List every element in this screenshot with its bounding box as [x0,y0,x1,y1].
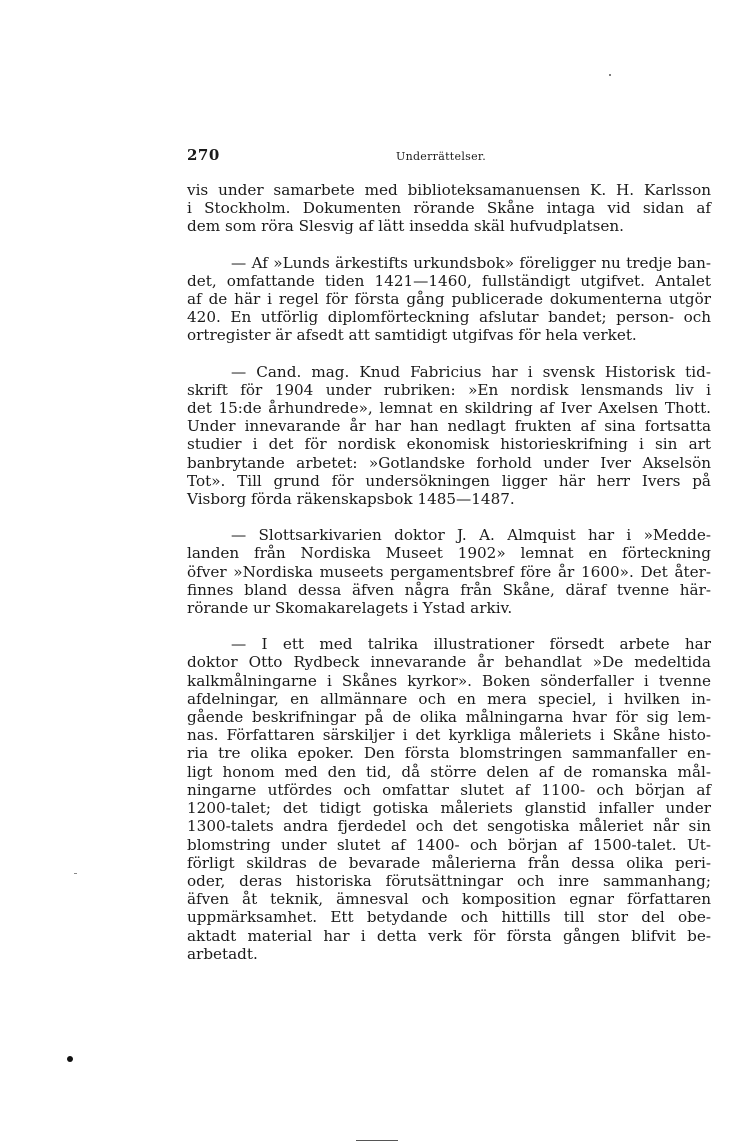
text-line: Visborg förda räkenskapsbok 1485—1487. [187,490,515,509]
text-line: skrift för 1904 under rubriken: »En nordisk lensmands liv i [187,380,711,399]
text-line: aktadt material har i detta verk för första gången blifvit be- [187,926,711,945]
text-line: 420. En utförlig diplomförteckning afslutar bandet; person- och [187,308,711,327]
page-number: 270 [187,146,220,164]
text-line: ria tre olika epoker. Den första blomstringen sammanfaller en- [187,744,711,763]
paragraph-lunds-urkundsbok [187,254,711,345]
paragraph-fabricius [187,363,711,509]
text-line: ligt honom med den tid, då större delen af de romanska mål- [187,762,711,781]
bottom-rule [356,1140,398,1141]
text-line: gående beskrifningar på de olika målningarna hvar för sig lem- [187,708,711,727]
text-line: landen från Nordiska Museet 1902» lemnat en förteckning [187,544,711,563]
print-speck [609,74,611,76]
text-line: — Cand. mag. Knud Fabricius har i svensk Historisk tid- [231,362,711,381]
text-line: Under innevarande år har han nedlagt frukten af sina fortsatta [187,417,711,436]
paragraph-almquist [187,526,711,617]
text-line: studier i det för nordisk ekonomisk historieskrifning i sin art [187,435,711,454]
text-line: öfver »Nordiska museets pergamentsbref före år 1600». Det åter- [187,562,711,581]
text-line: dem som röra Slesvig af lätt insedda skäl hufvudplatsen. [187,217,625,236]
text-line: 1300-talets andra fjerdedel och det sengotiska måleriet når sin [187,817,711,836]
paragraph-rydbeck [187,635,711,963]
text-line: vis under samarbete med biblioteksamanuensen K. H. Karlsson [187,181,711,199]
text-line: oder, deras historiska förutsättningar och inre sammanhang; [187,871,711,890]
text-line: blomstring under slutet af 1400- och början af 1500-talet. Ut- [187,835,711,854]
text-line: uppmärksamhet. Ett betydande och hittills till stor del obe- [187,908,711,927]
print-speck [74,873,77,874]
ink-blot [67,1056,73,1062]
text-line: doktor Otto Rydbeck innevarande år behandlat »De medeltida [187,653,711,672]
text-line: af de här i regel för första gång publicerade dokumenterna utgör [187,290,711,309]
text-line: finnes bland dessa äfven några från Skåne, däraf tvenne här- [187,580,711,599]
page-body [187,181,711,963]
text-line: ortregister är afsedt att samtidigt utgifvas för hela verket. [187,326,637,345]
text-line: kalkmålningarne i Skånes kyrkor». Boken sönderfaller i tvenne [187,671,711,690]
text-line: det 15:de århundrede», lemnat en skildring af Iver Axelsen Thott. [187,399,711,418]
text-line: Tot». Till grund för undersökningen ligger här herr Ivers på [187,471,711,490]
text-line: i Stockholm. Dokumenten rörande Skåne intaga vid sidan af [187,199,711,218]
text-line: rörande ur Skomakarelagets i Ystad arkiv. [187,599,513,618]
text-line: banbrytande arbetet: »Gotlandske forhold under Iver Akselsön [187,453,711,472]
text-line: det, omfattande tiden 1421—1460, fullständigt utgifvet. Antalet [187,271,711,290]
page-header [187,146,711,166]
text-line: äfven åt teknik, ämnesval och komposition egnar författaren [187,890,711,909]
text-line: nas. Författaren särskiljer i det kyrkliga måleriets i Skåne histo- [187,726,711,745]
text-line: — Slottsarkivarien doktor J. A. Almquist har i »Medde- [231,526,711,545]
text-line: — I ett med talrika illustrationer försedt arbete har [231,635,711,654]
text-line: — Af »Lunds ärkestifts urkundsbok» föreligger nu tredje ban- [231,253,711,272]
text-line: förligt skildras de bevarade målerierna från dessa olika peri- [187,853,711,872]
paragraph-continuation [187,181,711,236]
text-line: 1200-talet; det tidigt gotiska måleriets glanstid infaller under [187,799,711,818]
running-head: Underrättelser. [396,150,487,163]
text-line: ningarne utfördes och omfattar slutet af 1100- och början af [187,780,711,799]
text-line: afdelningar, en allmännare och en mera speciel, i hvilken in- [187,689,711,708]
text-line: arbetadt. [187,944,258,963]
